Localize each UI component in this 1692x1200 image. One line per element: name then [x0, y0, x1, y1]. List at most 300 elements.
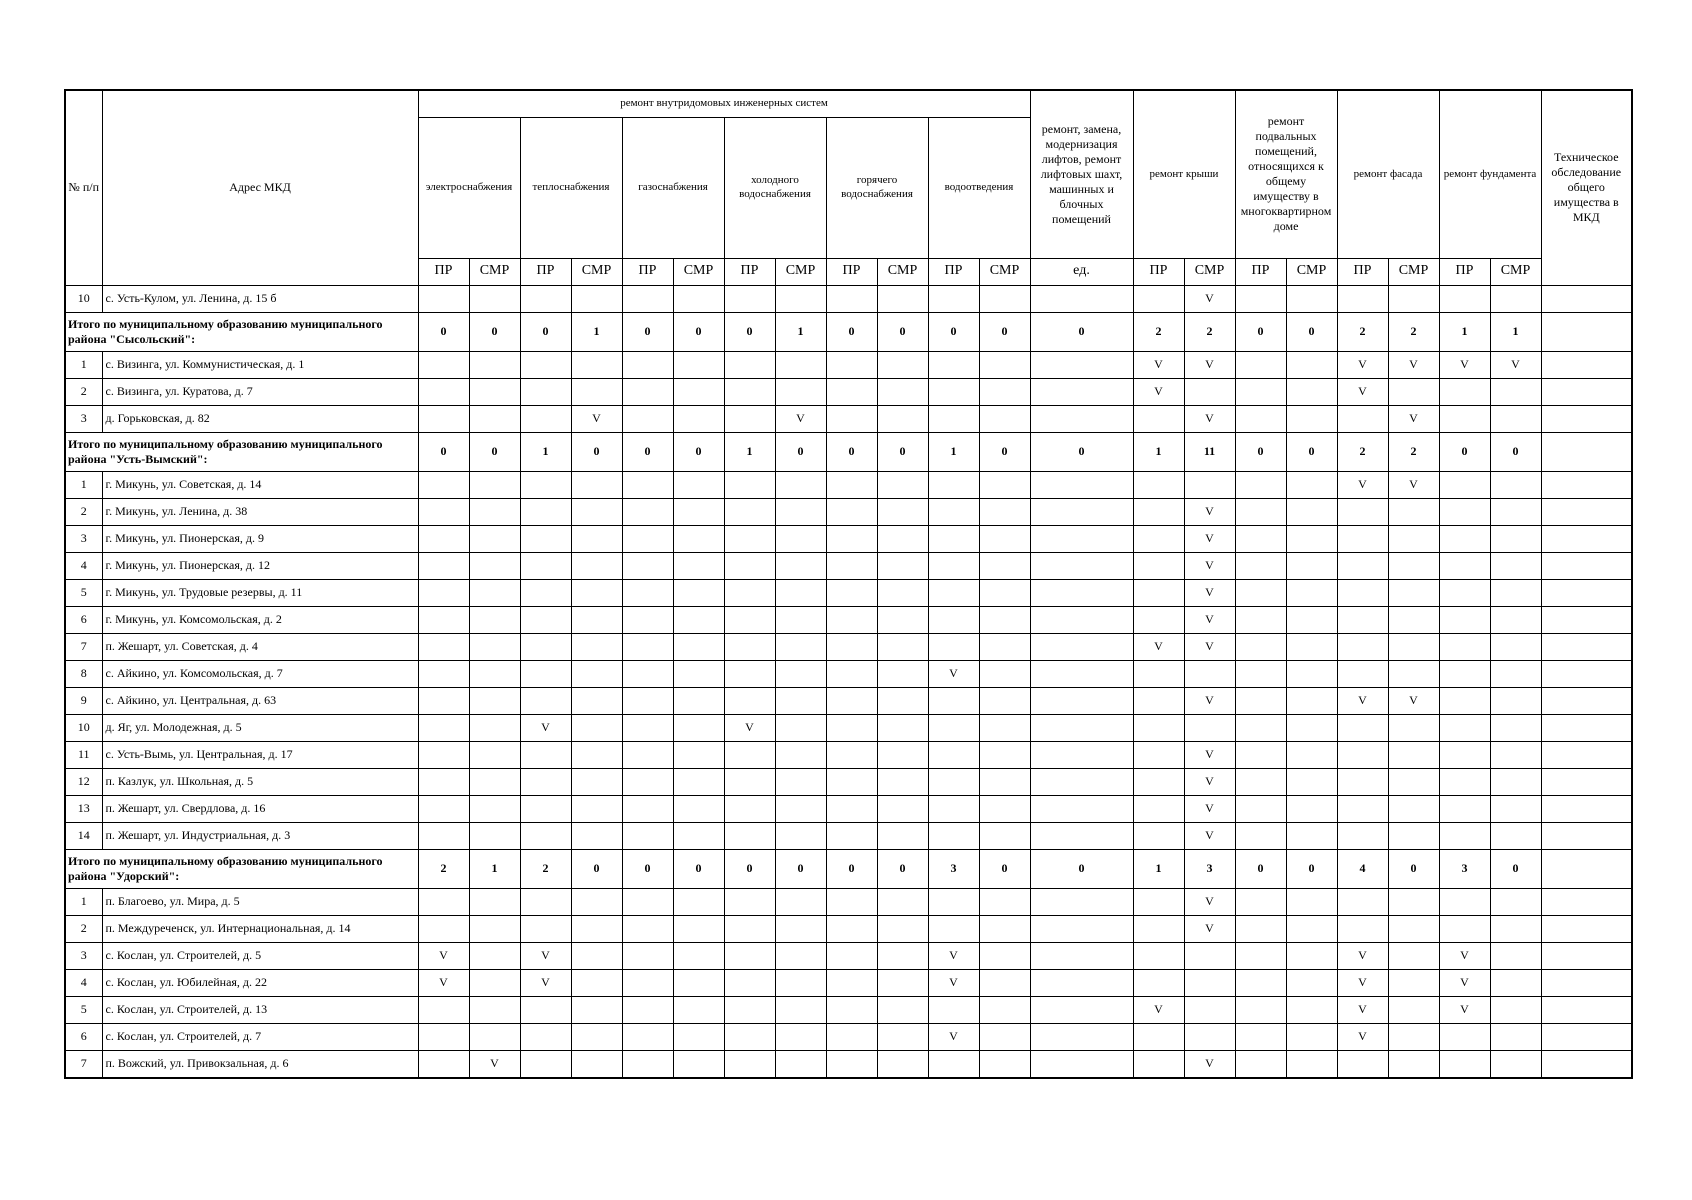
value-cell	[1541, 432, 1632, 471]
value-cell: 0	[826, 849, 877, 888]
value-cell	[1030, 378, 1133, 405]
row-number: 1	[65, 351, 102, 378]
value-cell	[520, 660, 571, 687]
value-cell: V	[928, 969, 979, 996]
value-cell	[1541, 768, 1632, 795]
value-cell	[775, 633, 826, 660]
value-cell	[1337, 285, 1388, 312]
value-cell	[1030, 942, 1133, 969]
table-row	[65, 714, 1632, 741]
row-number: 3	[65, 525, 102, 552]
table-row	[65, 378, 1632, 405]
value-cell	[469, 351, 520, 378]
value-cell: 0	[1490, 849, 1541, 888]
value-cell	[571, 606, 622, 633]
value-cell: 0	[877, 432, 928, 471]
value-cell	[1490, 405, 1541, 432]
value-cell	[469, 606, 520, 633]
value-cell	[1133, 525, 1184, 552]
value-cell	[928, 498, 979, 525]
value-cell	[622, 1050, 673, 1078]
header-pr: ПР	[1235, 258, 1286, 285]
value-cell	[1541, 312, 1632, 351]
value-cell: 0	[1030, 312, 1133, 351]
value-cell	[673, 525, 724, 552]
value-cell	[928, 285, 979, 312]
value-cell	[1541, 996, 1632, 1023]
value-cell	[571, 285, 622, 312]
value-cell	[622, 714, 673, 741]
value-cell	[1030, 768, 1133, 795]
value-cell: 1	[520, 432, 571, 471]
value-cell	[1439, 888, 1490, 915]
value-cell	[673, 741, 724, 768]
table-row	[65, 741, 1632, 768]
value-cell: 0	[928, 312, 979, 351]
value-cell: 4	[1337, 849, 1388, 888]
value-cell	[520, 525, 571, 552]
value-cell	[1439, 795, 1490, 822]
value-cell	[1184, 969, 1235, 996]
value-cell	[979, 1023, 1030, 1050]
value-cell	[1439, 915, 1490, 942]
value-cell	[979, 687, 1030, 714]
table-row	[65, 915, 1632, 942]
value-cell	[826, 768, 877, 795]
header-electric: электроснабжения	[418, 117, 520, 258]
value-cell	[469, 822, 520, 849]
value-cell: V	[724, 714, 775, 741]
table-row	[65, 579, 1632, 606]
value-cell	[673, 351, 724, 378]
value-cell	[1490, 1023, 1541, 1050]
value-cell	[1337, 405, 1388, 432]
value-cell	[418, 996, 469, 1023]
value-cell	[469, 552, 520, 579]
header-pr: ПР	[520, 258, 571, 285]
value-cell: 0	[418, 432, 469, 471]
value-cell: V	[571, 405, 622, 432]
value-cell	[1490, 687, 1541, 714]
value-cell	[724, 795, 775, 822]
row-number: 7	[65, 633, 102, 660]
value-cell	[724, 525, 775, 552]
value-cell	[418, 285, 469, 312]
value-cell	[622, 579, 673, 606]
value-cell	[1388, 888, 1439, 915]
value-cell	[1286, 822, 1337, 849]
value-cell	[979, 1050, 1030, 1078]
header-roof: ремонт крыши	[1133, 90, 1235, 258]
total-label: Итого по муниципальному образованию муниципального района "Удорский":	[65, 849, 418, 888]
value-cell	[1286, 714, 1337, 741]
value-cell	[1030, 795, 1133, 822]
value-cell	[1235, 795, 1286, 822]
value-cell	[571, 741, 622, 768]
value-cell	[1133, 405, 1184, 432]
value-cell	[418, 660, 469, 687]
value-cell: 0	[775, 432, 826, 471]
value-cell	[979, 768, 1030, 795]
value-cell	[979, 822, 1030, 849]
value-cell	[1286, 1050, 1337, 1078]
value-cell	[1286, 405, 1337, 432]
value-cell: V	[1337, 969, 1388, 996]
value-cell	[571, 768, 622, 795]
value-cell	[877, 351, 928, 378]
value-cell	[469, 471, 520, 498]
value-cell: V	[1388, 405, 1439, 432]
value-cell	[1439, 741, 1490, 768]
value-cell	[1490, 942, 1541, 969]
value-cell: V	[1184, 405, 1235, 432]
table-row	[65, 606, 1632, 633]
value-cell	[1235, 378, 1286, 405]
value-cell: 0	[1439, 432, 1490, 471]
value-cell	[1490, 741, 1541, 768]
value-cell	[1286, 606, 1337, 633]
value-cell	[1490, 888, 1541, 915]
value-cell: V	[1184, 579, 1235, 606]
value-cell	[571, 660, 622, 687]
value-cell	[1235, 660, 1286, 687]
value-cell	[826, 351, 877, 378]
value-cell: V	[520, 969, 571, 996]
value-cell	[1439, 285, 1490, 312]
value-cell	[877, 405, 928, 432]
address-cell: г. Микунь, ул. Трудовые резервы, д. 11	[102, 579, 418, 606]
value-cell	[1337, 915, 1388, 942]
value-cell	[928, 552, 979, 579]
value-cell	[1490, 525, 1541, 552]
value-cell	[469, 942, 520, 969]
table-row	[65, 405, 1632, 432]
value-cell	[622, 687, 673, 714]
value-cell	[1286, 579, 1337, 606]
value-cell	[520, 822, 571, 849]
value-cell	[775, 606, 826, 633]
header-smr: СМР	[877, 258, 928, 285]
value-cell	[520, 687, 571, 714]
row-number: 5	[65, 579, 102, 606]
header-smr: СМР	[979, 258, 1030, 285]
value-cell	[622, 660, 673, 687]
value-cell	[520, 888, 571, 915]
value-cell	[979, 498, 1030, 525]
value-cell: V	[1184, 633, 1235, 660]
value-cell	[775, 378, 826, 405]
value-cell	[979, 660, 1030, 687]
table-row	[65, 1050, 1632, 1078]
row-number: 1	[65, 888, 102, 915]
value-cell	[877, 687, 928, 714]
value-cell	[622, 996, 673, 1023]
value-cell	[775, 795, 826, 822]
value-cell	[826, 633, 877, 660]
value-cell: 0	[520, 312, 571, 351]
value-cell	[1133, 498, 1184, 525]
value-cell	[1541, 888, 1632, 915]
value-cell	[877, 606, 928, 633]
row-number: 8	[65, 660, 102, 687]
value-cell	[571, 942, 622, 969]
value-cell: 0	[1030, 432, 1133, 471]
value-cell: V	[1184, 1050, 1235, 1078]
table-row	[65, 351, 1632, 378]
value-cell	[1439, 471, 1490, 498]
value-cell	[928, 687, 979, 714]
value-cell	[1388, 660, 1439, 687]
value-cell	[1235, 606, 1286, 633]
value-cell	[1030, 471, 1133, 498]
value-cell	[1286, 285, 1337, 312]
value-cell	[622, 1023, 673, 1050]
value-cell	[877, 969, 928, 996]
value-cell: 0	[826, 432, 877, 471]
value-cell	[826, 741, 877, 768]
value-cell	[928, 915, 979, 942]
value-cell	[775, 471, 826, 498]
value-cell	[877, 942, 928, 969]
value-cell: 0	[469, 432, 520, 471]
value-cell	[877, 741, 928, 768]
value-cell	[826, 822, 877, 849]
value-cell	[1133, 969, 1184, 996]
value-cell: 0	[469, 312, 520, 351]
value-cell	[724, 996, 775, 1023]
value-cell: V	[1439, 969, 1490, 996]
header-heat: теплоснабжения	[520, 117, 622, 258]
value-cell	[928, 351, 979, 378]
value-cell	[1133, 552, 1184, 579]
value-cell	[979, 633, 1030, 660]
value-cell	[775, 942, 826, 969]
value-cell	[1030, 552, 1133, 579]
value-cell	[1541, 849, 1632, 888]
table-body	[65, 285, 1632, 1078]
value-cell	[1286, 969, 1337, 996]
value-cell	[1490, 471, 1541, 498]
value-cell	[826, 714, 877, 741]
value-cell	[1490, 969, 1541, 996]
value-cell	[1235, 687, 1286, 714]
value-cell	[1235, 525, 1286, 552]
value-cell	[928, 768, 979, 795]
value-cell	[520, 351, 571, 378]
value-cell	[1388, 606, 1439, 633]
value-cell	[418, 741, 469, 768]
value-cell	[1439, 552, 1490, 579]
value-cell	[520, 1050, 571, 1078]
value-cell	[571, 378, 622, 405]
value-cell	[826, 942, 877, 969]
address-cell: г. Микунь, ул. Советская, д. 14	[102, 471, 418, 498]
value-cell: 0	[724, 849, 775, 888]
value-cell	[1439, 660, 1490, 687]
value-cell	[1337, 579, 1388, 606]
address-cell: с. Кослан, ул. Строителей, д. 5	[102, 942, 418, 969]
value-cell	[622, 822, 673, 849]
value-cell	[979, 969, 1030, 996]
value-cell	[928, 579, 979, 606]
value-cell	[1439, 1050, 1490, 1078]
value-cell	[571, 579, 622, 606]
value-cell	[724, 552, 775, 579]
value-cell: V	[1133, 996, 1184, 1023]
value-cell: 3	[928, 849, 979, 888]
value-cell	[1030, 633, 1133, 660]
value-cell	[418, 525, 469, 552]
value-cell	[1388, 1023, 1439, 1050]
table-row	[65, 1023, 1632, 1050]
value-cell	[1235, 552, 1286, 579]
value-cell	[1337, 525, 1388, 552]
value-cell: V	[1388, 471, 1439, 498]
header-smr: СМР	[775, 258, 826, 285]
value-cell: V	[1184, 915, 1235, 942]
value-cell	[877, 996, 928, 1023]
value-cell	[1235, 942, 1286, 969]
value-cell	[724, 915, 775, 942]
value-cell	[520, 741, 571, 768]
value-cell	[826, 996, 877, 1023]
address-cell: с. Усть-Вымь, ул. Центральная, д. 17	[102, 741, 418, 768]
row-number: 4	[65, 969, 102, 996]
value-cell: 0	[979, 312, 1030, 351]
value-cell	[1337, 1050, 1388, 1078]
value-cell	[1030, 996, 1133, 1023]
value-cell	[673, 606, 724, 633]
value-cell	[673, 405, 724, 432]
value-cell	[1541, 660, 1632, 687]
value-cell	[622, 471, 673, 498]
value-cell	[1490, 606, 1541, 633]
address-cell: г. Микунь, ул. Ленина, д. 38	[102, 498, 418, 525]
value-cell	[1133, 888, 1184, 915]
value-cell: V	[1337, 378, 1388, 405]
value-cell	[571, 351, 622, 378]
value-cell	[826, 969, 877, 996]
value-cell	[1286, 471, 1337, 498]
value-cell	[1235, 768, 1286, 795]
value-cell	[1337, 552, 1388, 579]
table-row	[65, 525, 1632, 552]
address-cell: п. Благоево, ул. Мира, д. 5	[102, 888, 418, 915]
value-cell	[622, 633, 673, 660]
value-cell	[1286, 942, 1337, 969]
value-cell	[877, 1050, 928, 1078]
value-cell	[1337, 633, 1388, 660]
value-cell	[877, 915, 928, 942]
value-cell	[1490, 996, 1541, 1023]
value-cell: 1	[1439, 312, 1490, 351]
value-cell	[418, 687, 469, 714]
value-cell	[520, 996, 571, 1023]
value-cell	[1133, 741, 1184, 768]
address-cell: п. Казлук, ул. Школьная, д. 5	[102, 768, 418, 795]
value-cell	[469, 1023, 520, 1050]
address-cell: с. Кослан, ул. Строителей, д. 13	[102, 996, 418, 1023]
value-cell	[418, 471, 469, 498]
address-cell: с. Кослан, ул. Строителей, д. 7	[102, 1023, 418, 1050]
value-cell: 1	[469, 849, 520, 888]
value-cell	[469, 768, 520, 795]
header-facade: ремонт фасада	[1337, 90, 1439, 258]
value-cell	[673, 915, 724, 942]
value-cell: 2	[1388, 312, 1439, 351]
value-cell: V	[1337, 471, 1388, 498]
value-cell	[418, 606, 469, 633]
value-cell	[1030, 888, 1133, 915]
value-cell	[520, 768, 571, 795]
value-cell	[1235, 714, 1286, 741]
value-cell	[1030, 525, 1133, 552]
value-cell	[1388, 768, 1439, 795]
value-cell: 0	[826, 312, 877, 351]
value-cell	[979, 351, 1030, 378]
value-cell: V	[1133, 351, 1184, 378]
value-cell	[1286, 687, 1337, 714]
header-pr: ПР	[1337, 258, 1388, 285]
value-cell	[724, 660, 775, 687]
table-row	[65, 888, 1632, 915]
value-cell	[520, 795, 571, 822]
value-cell	[775, 525, 826, 552]
value-cell	[622, 552, 673, 579]
value-cell	[1388, 633, 1439, 660]
value-cell: 1	[775, 312, 826, 351]
value-cell	[826, 285, 877, 312]
value-cell: V	[1184, 351, 1235, 378]
value-cell	[826, 525, 877, 552]
header-unit: ед.	[1030, 258, 1133, 285]
value-cell	[1541, 822, 1632, 849]
value-cell	[418, 552, 469, 579]
value-cell	[724, 1050, 775, 1078]
value-cell	[1286, 1023, 1337, 1050]
value-cell	[1235, 888, 1286, 915]
value-cell	[673, 714, 724, 741]
value-cell	[1541, 405, 1632, 432]
value-cell	[520, 633, 571, 660]
value-cell	[826, 471, 877, 498]
value-cell	[1235, 1023, 1286, 1050]
value-cell	[1030, 660, 1133, 687]
value-cell	[418, 915, 469, 942]
value-cell	[673, 687, 724, 714]
value-cell	[1184, 471, 1235, 498]
value-cell	[877, 378, 928, 405]
value-cell: 2	[1337, 312, 1388, 351]
value-cell	[1030, 1023, 1133, 1050]
value-cell	[520, 552, 571, 579]
value-cell	[520, 405, 571, 432]
value-cell: V	[928, 942, 979, 969]
row-number: 6	[65, 1023, 102, 1050]
value-cell	[979, 741, 1030, 768]
value-cell	[418, 888, 469, 915]
value-cell	[1030, 498, 1133, 525]
header-smr: СМР	[571, 258, 622, 285]
value-cell	[979, 405, 1030, 432]
value-cell	[1184, 942, 1235, 969]
value-cell	[979, 579, 1030, 606]
value-cell	[775, 768, 826, 795]
value-cell	[469, 405, 520, 432]
value-cell	[571, 888, 622, 915]
value-cell	[418, 1050, 469, 1078]
value-cell	[1490, 714, 1541, 741]
